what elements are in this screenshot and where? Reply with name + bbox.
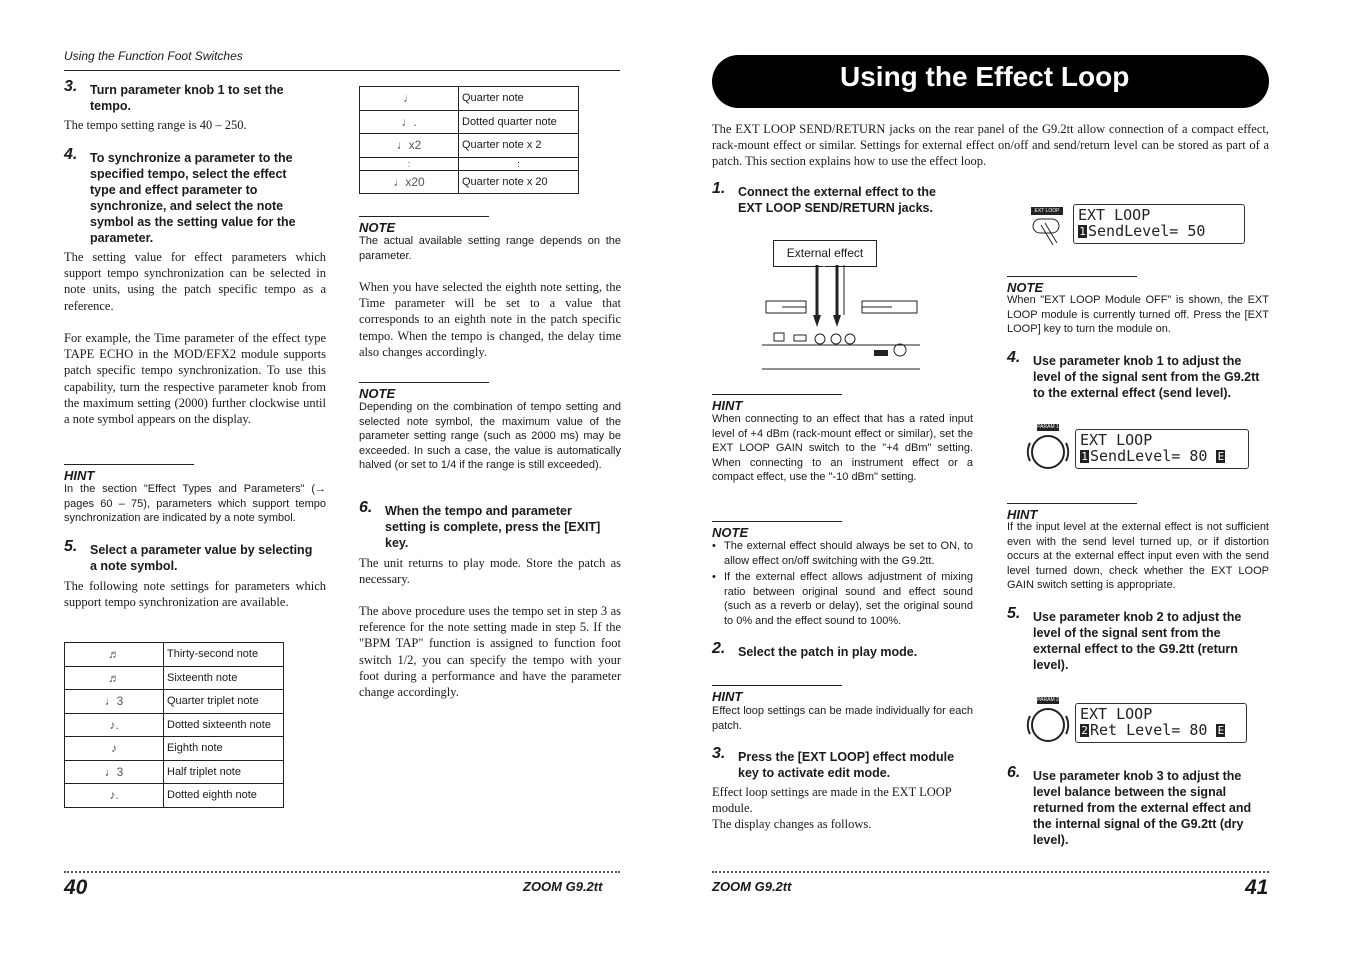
table-row: ♪. Dotted eighth note [65, 784, 284, 808]
intro-paragraph: The EXT LOOP SEND/RETURN jacks on the rear panel of the G9.2tt allow connection of a compact effect, rack-mount effect or similar. Settings for external effect on/off and send/return level can be stored as part of a patch. This section explains how to use the effect loop. [712, 122, 1269, 169]
step-1 [712, 180, 972, 218]
note-item: • If the external effect allows adjustment of mixing ratio between original sound and effect sound (such as a reverb or delay), set the original sound to 0% and the effect sound to 100%. [712, 570, 973, 628]
step-2 [712, 640, 973, 662]
paragraph: When you have selected the eighth note setting, the Time parameter will be set to a value that corresponds to an eighth note in the patch specific tempo. When the tempo is changed, the delay time also changes accordingly. [359, 280, 621, 359]
step-text: Select a parameter value by selecting a note symbol. [90, 543, 313, 573]
paragraph: The unit returns to play mode. Store the patch as necessary. [359, 556, 621, 587]
footer-rule [64, 871, 620, 873]
page-number: 41 [1245, 876, 1269, 899]
hint-text: When connecting to an effect that has a rated input level of +4 dBm (rack-mount effect or similar), set the EXT LOOP GAIN switch to the "+4 dBm" setting. When connecting to an instrument effect or a compact effect, use the "-10 dBm" setting. [712, 413, 973, 484]
page-number: 40 [64, 876, 88, 899]
table-row: ♬ Thirty-second note [65, 643, 284, 667]
note-text: When "EXT LOOP Module OFF" is shown, the EXT LOOP module is currently turned off. Press the [EXT LOOP] key to turn the module on. [1007, 294, 1269, 336]
paragraph: The setting value for effect parameters which support tempo synchronization can be selected in note units, using the patch specific tempo as a reference. [64, 250, 326, 313]
lcd-display-3: EXT LOOP 2 Ret Level= 80 E [1075, 703, 1247, 743]
table-row: ♪ Eighth note [65, 737, 284, 761]
step-3 [64, 78, 324, 116]
step-text: Use parameter knob 1 to adjust the level of the signal sent from the G9.2tt to the external effect (send level). [1033, 354, 1260, 400]
header-rule [64, 70, 620, 71]
step-number: 3. [712, 745, 726, 762]
hint-label: HINT [712, 685, 842, 704]
hint-text: If the input level at the external effect is not sufficient even with the send level turned up, or if distortion occurs at the external effect input even with the send level turned down, check whether the EXT LOOP GAIN switch setting is appropriate. [1007, 521, 1269, 592]
step-text: When the tempo and parameter setting is complete, press the [EXIT] key. [385, 504, 601, 550]
lcd-display-2: EXT LOOP 1 SendLevel= 80 E [1075, 429, 1249, 469]
paragraph: Effect loop settings are made in the EXT LOOP module. The display changes as follows. [712, 785, 952, 832]
table-row: ♬ Sixteenth note [65, 666, 284, 690]
step-3 [712, 745, 973, 783]
knob-icon [1025, 704, 1071, 746]
step-number: 5. [64, 538, 78, 555]
hint-label: HINT [712, 394, 842, 413]
step-number: 4. [64, 146, 78, 163]
table-row: ♩ Quarter note [360, 87, 579, 111]
param-knob-2-icon: PARAM 2 [1025, 697, 1071, 749]
step-6 [359, 499, 621, 553]
table-row: ♩x20 Quarter note x 20 [360, 170, 579, 194]
step-number: 5. [1007, 605, 1021, 622]
footer-product-name: ZOOM G9.2tt [523, 879, 603, 894]
table-row: ♪. Dotted sixteenth note [65, 713, 284, 737]
paragraph: The above procedure uses the tempo set in step 3 as reference for the note setting made in step 5. If the "BPM TAP" function is assigned to function foot switch 1/2, you can specify the tempo with your foot during a performance and have the parameter change accordingly. [359, 604, 621, 700]
note-table-1 [64, 642, 284, 808]
finger-press-icon [1031, 217, 1063, 247]
step-number: 4. [1007, 349, 1021, 366]
step-number: 6. [359, 499, 373, 516]
step-text: Select the patch in play mode. [738, 645, 918, 659]
note-table-2 [359, 86, 579, 194]
step-5 [64, 538, 326, 576]
paragraph: The following note settings for parameters which support tempo synchronization are available. [64, 579, 326, 610]
note-text: The actual available setting range depends on the parameter. [359, 235, 621, 262]
table-row: ♩3 Quarter triplet note [65, 690, 284, 714]
table-row: ♩. Dotted quarter note [360, 110, 579, 134]
rear-panel-icon [762, 265, 920, 370]
step-text: Press the [EXT LOOP] effect module key to activate edit mode. [738, 750, 955, 780]
step-number: 2. [712, 640, 726, 657]
step-number: 3. [64, 78, 78, 95]
step-number: 1. [712, 180, 726, 197]
external-effect-label: External effect [773, 240, 877, 267]
page-title: Using the Effect Loop [840, 61, 1130, 92]
hint-label: HINT [1007, 503, 1137, 522]
note-label: NOTE [1007, 276, 1137, 295]
step-number: 6. [1007, 764, 1021, 781]
table-row: ♩3 Half triplet note [65, 760, 284, 784]
param-knob-1-icon: PARAM 1 [1025, 424, 1071, 476]
note-item: • The external effect should always be set to ON, to allow effect on/off switching with the G9.2tt. [712, 539, 973, 568]
connection-diagram [762, 240, 920, 370]
knob-icon [1025, 431, 1071, 473]
running-head: Using the Function Foot Switches [64, 49, 243, 63]
step-text: Turn parameter knob 1 to set the tempo. [90, 83, 284, 113]
step-6 [1007, 764, 1269, 850]
table-row: ♩x2 Quarter note x 2 [360, 134, 579, 158]
hint-text: Effect loop settings can be made individually for each patch. [712, 705, 973, 732]
note-list [712, 539, 973, 629]
table-row: : : [360, 157, 579, 170]
hint-label: HINT [64, 464, 194, 483]
step-text: Use parameter knob 2 to adjust the level of the signal sent from the external effect to the G9.2tt (return level). [1033, 610, 1242, 672]
footer-product-name: ZOOM G9.2tt [712, 879, 792, 894]
step-text: Use parameter knob 3 to adjust the level balance between the signal returned from the external effect and the internal signal of the G9.2tt (dry level). [1033, 769, 1252, 847]
paragraph: For example, the Time parameter of the effect type TAPE ECHO in the MOD/EFX2 module supports patch specific tempo synchronization. To use this capability, turn the respective parameter knob from the maximum setting (2000) further clockwise until a note symbol appears on the display. [64, 331, 326, 427]
step-4 [64, 146, 326, 250]
step-text: To synchronize a parameter to the specified tempo, select the effect type and effect parameter to synchronize, and select the note symbol as the setting value for the parameter. [90, 151, 296, 245]
tempo-range-text: The tempo setting range is 40 – 250. [64, 118, 247, 132]
step-text: Connect the external effect to the EXT LOOP SEND/RETURN jacks. [738, 185, 936, 215]
note-label: NOTE [359, 216, 489, 235]
ext-loop-key-icon: EXT LOOP [1031, 207, 1063, 247]
note-label: NOTE [712, 521, 842, 540]
step-4 [1007, 349, 1269, 403]
step-5 [1007, 605, 1269, 675]
lcd-display-1: EXT LOOP 1 SendLevel= 50 [1073, 204, 1245, 244]
footer-rule [712, 871, 1269, 873]
note-text: Depending on the combination of tempo setting and selected note symbol, the maximum value of the parameter setting range (such as 2000 ms) may be exceeded. In such a case, the value is automatically halved (or set to 1/4 if the range is still exceeded). [359, 401, 621, 472]
hint-text: In the section "Effect Types and Parameters" (→ pages 60 – 75), parameters which support tempo synchronization are indicated by a note symbol. [64, 483, 326, 525]
note-label: NOTE [359, 382, 489, 401]
